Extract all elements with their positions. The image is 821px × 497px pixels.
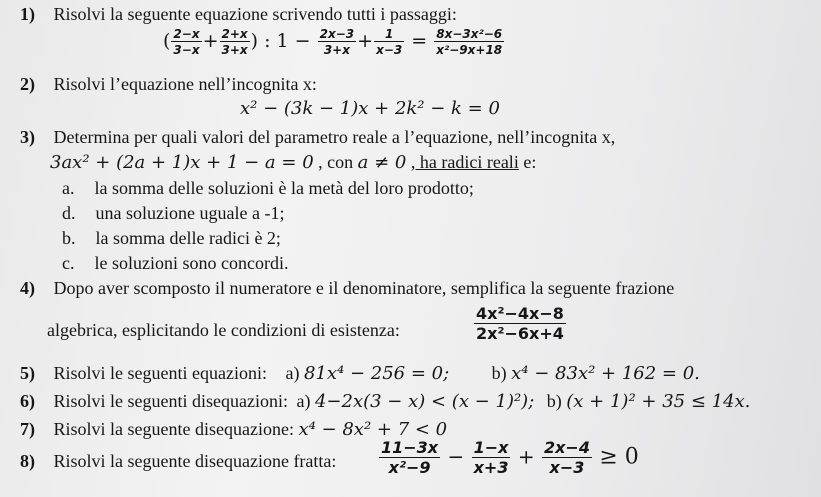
exercise-number: 8) (20, 451, 35, 471)
exercise-8-inequality: $\frac{11-3x}{\text{x²−9}}$ − $\frac{1-x}{x+3}$ + $\frac{2x-4}{x-3}$ ≥ 0 (381, 438, 639, 477)
list-item: d. una soluzione uguale a -1; (62, 203, 285, 223)
exercise-text: Risolvi la seguente disequazione: (53, 419, 294, 439)
suffix: e: (523, 152, 537, 172)
exercise-text: Determina per quali valori del parametro reale a l’equazione, nell’incognita x, (53, 127, 616, 147)
list-item: a. la somma delle soluzioni è la metà del loro prodotto; (62, 178, 474, 198)
exercise-1-title (20, 4, 457, 25)
exercise-7: 7) Risolvi la seguente disequazione: x⁴ − 8x² + 7 < 0 (20, 419, 448, 440)
condition-prefix: , con (318, 152, 354, 172)
exercise-6: 6) Risolvi le seguenti disequazioni: a) 4−2x(3 − x) < (x − 1)²); b) (x + 1)² + 35 ≤ 14x. (20, 391, 751, 412)
exercise-number: 1) (20, 4, 35, 24)
fraction: $\frac{\text{8x−3x²−6}}{\text{x²−9x+18}}$ (436, 27, 503, 57)
exercise-number: 2) (20, 74, 35, 94)
equation: 3ax² + (2a + 1)x + 1 − a = 0 (50, 152, 314, 173)
exercise-text: Dopo aver scomposto il numeratore e il denominatore, semplifica la seguente frazione (53, 278, 675, 298)
exercise-text: Risolvi la seguente disequazione fratta: (53, 451, 337, 471)
exercise-number: 7) (20, 419, 35, 439)
exercise-2-title (20, 74, 317, 95)
fraction: $\frac{2x-4}{x-3}$ (543, 438, 590, 477)
exercise-text: Risolvi le seguenti equazioni: (53, 363, 267, 383)
exercise-number: 4) (20, 278, 35, 298)
underlined-text: , ha radici reali (410, 152, 519, 172)
exercise-3-equation-line (50, 152, 536, 173)
list-item: b. la somma delle radici è 2; (62, 228, 281, 248)
exercise-4-fraction (473, 306, 567, 342)
fraction: $\frac{2-x}{3-x}$ (173, 27, 200, 57)
exercise-number: 3) (20, 127, 35, 147)
exercise-text: Risolvi l’equazione nell’incognita x: (53, 74, 317, 94)
exercise-1-equation: ( $\frac{2-x}{3-x}$ + $\frac{2+x}{3+x}$ ) : 1 − $\frac{2x-3}{3+x}$ + $\frac{1}{x-3}$ = $\frac{\text{8x−3x²−6}}{\text{x²−9x+18}}$ (163, 27, 503, 57)
exercise-4-text: algebrica, esplicitando le condizioni di esistenza: (47, 320, 400, 340)
exercise-3-title (20, 127, 615, 148)
exercise-2-equation: x² − (3k − 1)x + 2k² − k = 0 (240, 98, 500, 119)
exercise-5: 5) Risolvi le seguenti equazioni: a) 81x⁴ − 256 = 0; b) x⁴ − 83x² + 162 = 0. (20, 363, 700, 384)
list-item: c. le soluzioni sono concordi. (62, 253, 289, 273)
fraction: $\frac{2x-3}{3+x}$ (319, 27, 355, 57)
exercise-8 (20, 451, 336, 472)
fraction: $\frac{1-x}{x+3}$ (473, 438, 509, 477)
exercise-text: Risolvi le seguenti disequazioni: (53, 391, 288, 411)
exercise-4-title (20, 278, 674, 299)
exercise-number: 5) (20, 363, 35, 383)
exercise-text: Risolvi la seguente equazione scrivendo tutti i passaggi: (53, 4, 457, 24)
fraction: $\frac{1}{x-3}$ (376, 27, 403, 57)
condition: a ≠ 0 (357, 152, 407, 173)
fraction: $\frac{\text{4x²−4x−8}}{\text{2x²−6x+4}}$ (476, 304, 564, 343)
exercise-number: 6) (20, 391, 35, 411)
fraction: $\frac{2+x}{3+x}$ (221, 27, 248, 57)
fraction: $\frac{11-3x}{\text{x²−9}}$ (381, 438, 439, 477)
